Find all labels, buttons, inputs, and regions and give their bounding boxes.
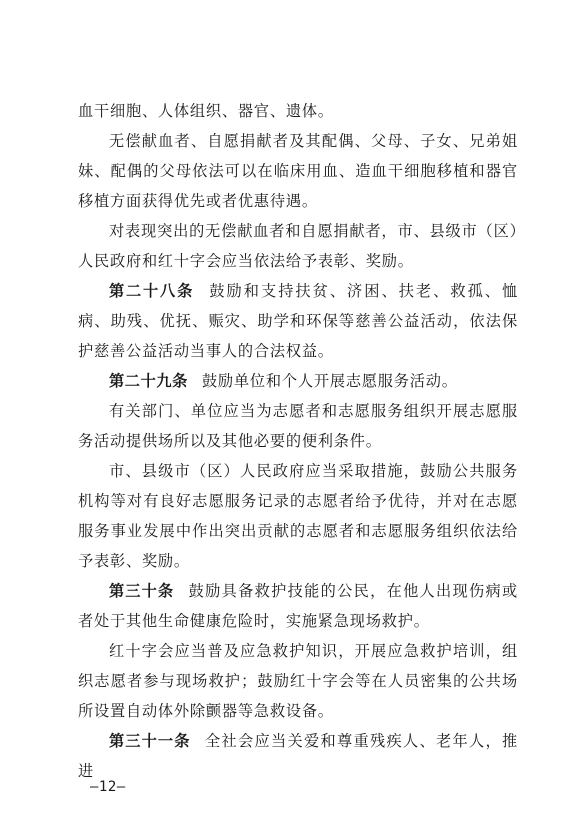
article-number: 第三十一条 xyxy=(109,732,191,750)
paragraph-text: 无偿献血者、自愿捐献者及其配偶、父母、子女、兄弟姐妹、配偶的父母依法可以在临床用血、造血干细胞移植和器官移植方面获得优先或者优惠待遇。 xyxy=(78,132,518,210)
article-number: 第三十条 xyxy=(109,582,175,600)
paragraph xyxy=(78,636,518,726)
article-paragraph xyxy=(78,726,518,786)
paragraph-text: 鼓励具备救护技能的公民，在他人出现伤病或者处于其他生命健康危险时，实施紧急现场救护。 xyxy=(78,582,518,630)
paragraph-text: 血干细胞、人体组织、器官、遗体。 xyxy=(78,102,334,120)
paragraph-text: 市、县级市（区）人民政府应当采取措施，鼓励公共服务机构等对有良好志愿服务记录的志愿者给予优待，并对在志愿服务事业发展中作出突出贡献的志愿者和志愿服务组织依法给予表彰、奖励。 xyxy=(78,462,518,570)
paragraph xyxy=(78,216,518,276)
paragraph-text: 有关部门、单位应当为志愿者和志愿服务组织开展志愿服务活动提供场所以及其他必要的便利条件。 xyxy=(78,402,518,450)
article-paragraph xyxy=(78,276,518,366)
paragraph xyxy=(78,126,518,216)
article-paragraph xyxy=(78,576,518,636)
article-number: 第二十九条 xyxy=(109,372,188,390)
paragraph xyxy=(78,456,518,576)
paragraph-text: 红十字会应当普及应急救护知识，开展应急救护培训，组织志愿者参与现场救护；鼓励红十字会等在人员密集的公共场所设置自动体外除颤器等急救设备。 xyxy=(78,642,518,720)
paragraph-text: 鼓励和支持扶贫、济困、扶老、救孤、恤病、助残、优抚、赈灾、助学和环保等慈善公益活动，依法保护慈善公益活动当事人的合法权益。 xyxy=(78,282,519,360)
paragraph-text: 全社会应当关爱和尊重残疾人、老年人，推进 xyxy=(78,732,518,780)
paragraph xyxy=(78,396,518,456)
paragraph-text: 对表现突出的无偿献血者和自愿捐献者，市、县级市（区）人民政府和红十字会应当依法给予表彰、奖励。 xyxy=(78,222,518,270)
paragraph-text: 鼓励单位和个人开展志愿服务活动。 xyxy=(201,372,458,390)
document-body xyxy=(78,96,518,786)
paragraph-continuation xyxy=(78,96,518,126)
page-number: —12— xyxy=(90,779,126,795)
article-number: 第二十八条 xyxy=(109,282,195,300)
article-paragraph xyxy=(78,366,518,396)
